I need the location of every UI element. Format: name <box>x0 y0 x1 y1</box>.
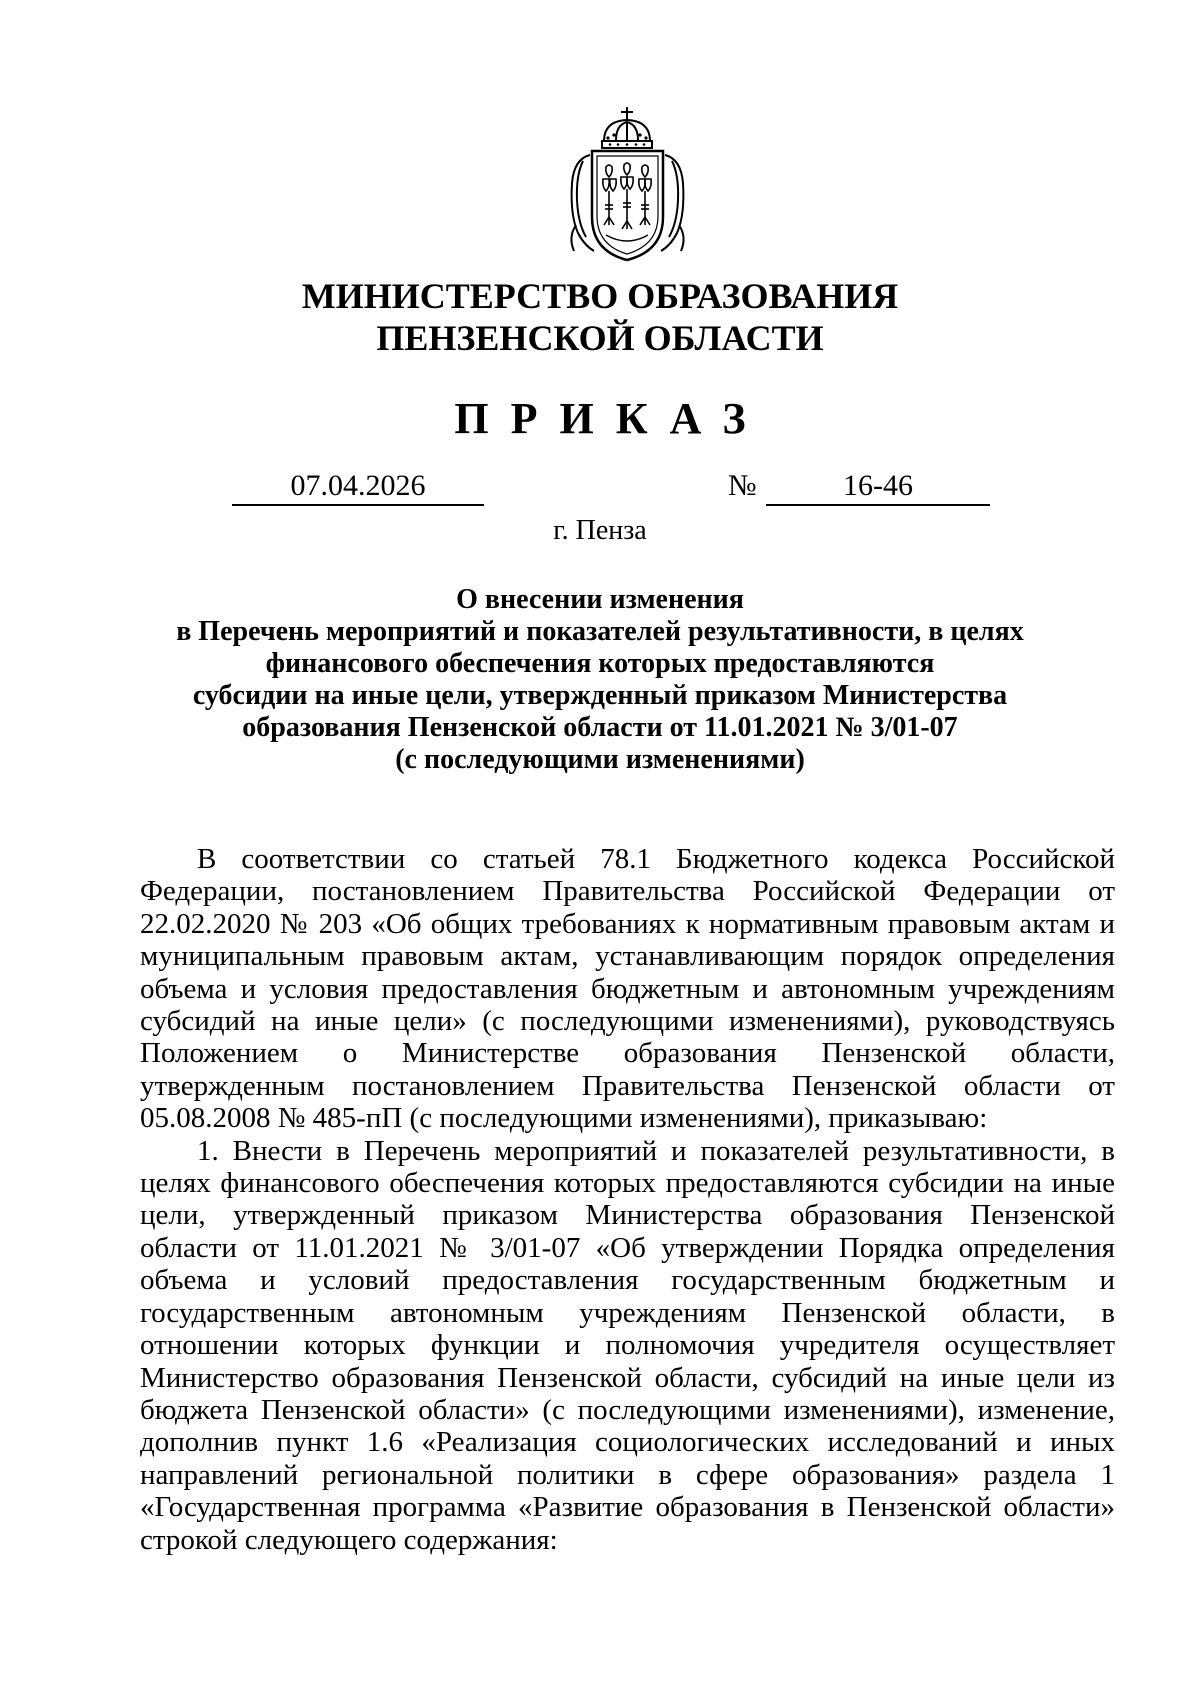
subject-line: образования Пензенской области от 11.01.2021 № 3/01-07 <box>242 712 958 743</box>
order-number: 16-46 <box>766 468 990 506</box>
number-sign: № <box>728 469 757 502</box>
subject-line: финансового обеспечения которых предоставляются <box>265 648 935 679</box>
subject-line: (с последующими изменениями) <box>395 744 805 775</box>
subject-line: О внесении изменения <box>456 584 744 615</box>
coat-of-arms-icon <box>560 105 695 265</box>
order-body <box>140 843 1115 1556</box>
body-paragraph-preamble: В соответствии со статьей 78.1 Бюджетного кодекса Российской Федерации, постановлением Правительства Российской Федерации от 22.02.2020 № 203 «Об общих требованиях к нормативным правовым актам и муниципальным правовым актам, устанавливающим порядок определения объема и условия предоставления бюджетным и автономным учреждениям субсидий на иные цели» (с последующими изменениями), руководствуясь Положением о Министерстве образования Пензенской области, утвержденным постановлением Правительства Пензенской области от 05.08.2008 № 485-пП (с последующими изменениями), приказываю: <box>140 843 1115 1135</box>
order-title: ПРИКАЗ <box>454 394 768 443</box>
subject-line: субсидии на иные цели, утвержденный приказом Министерства <box>192 680 1008 711</box>
city: г. Пенза <box>553 515 647 546</box>
order-subject <box>130 584 1070 776</box>
ministry-name-line1: МИНИСТЕРСТВО ОБРАЗОВАНИЯ <box>301 276 899 316</box>
order-date: 07.04.2026 <box>232 468 484 506</box>
subject-line: в Перечень мероприятий и показателей результативности, в целях <box>176 616 1024 647</box>
ministry-name-line2: ПЕНЗЕНСКОЙ ОБЛАСТИ <box>376 318 824 358</box>
body-paragraph-item-1: 1. Внести в Перечень мероприятий и показателей результативности, в целях финансового обеспечения которых предоставляются субсидии на иные цели, утвержденный приказом Министерства образования Пензенской области от 11.01.2021 № 3/01-07 «Об утверждении Порядка определения объема и условий предоставления государственным бюджетным и государственным автономным учреждениям Пензенской области, в отношении которых функции и полномочия учредителя осуществляет Министерство образования Пензенской области, субсидий на иные цели из бюджета Пензенской области» (с последующими изменениями), изменение, дополнив пункт 1.6 «Реализация социологических исследований и иных направлений региональной политики в сфере образования» раздела 1 «Государственная программа «Развитие образования в Пензенской области» строкой следующего содержания: <box>140 1134 1115 1556</box>
